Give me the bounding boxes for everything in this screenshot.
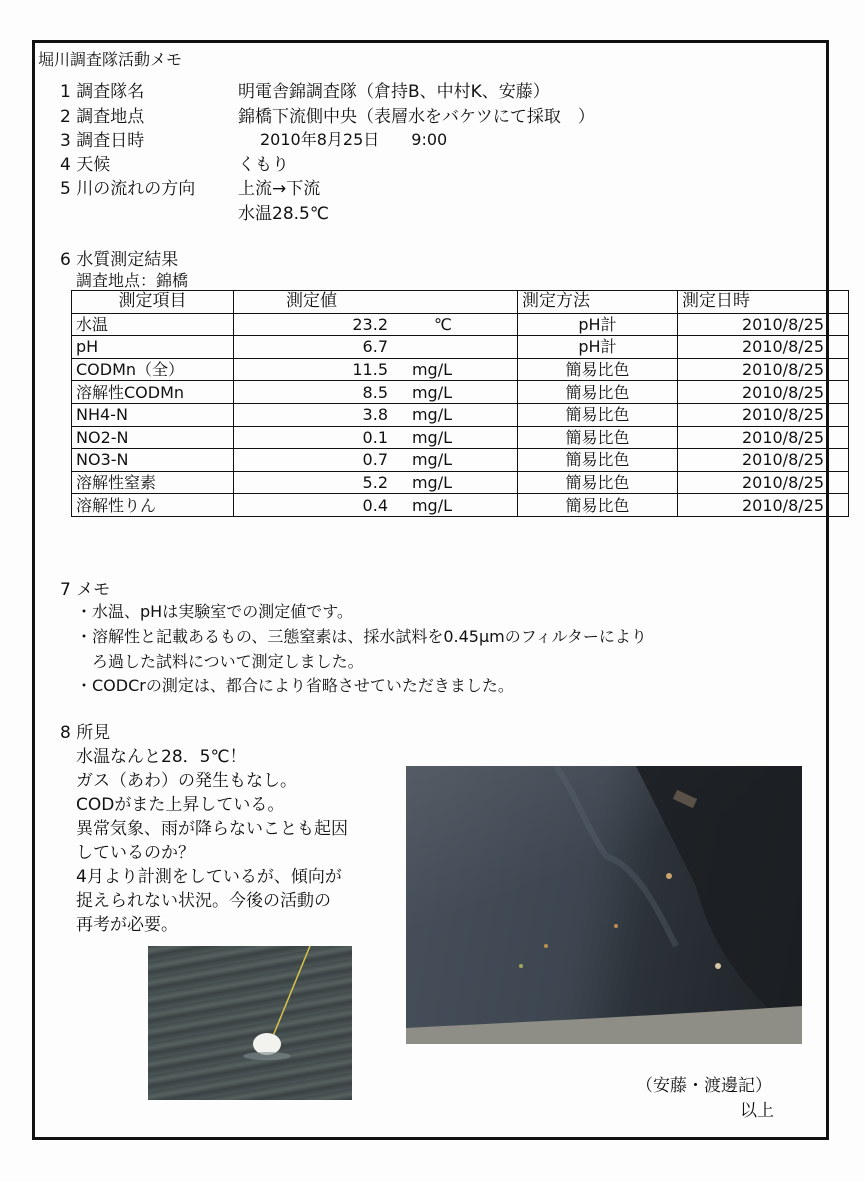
cell-date: 2010/8/25	[678, 449, 849, 472]
cell-date: 2010/8/25	[678, 313, 849, 336]
cell-method: 簡易比色	[518, 358, 678, 381]
cell-date: 2010/8/25	[678, 403, 849, 426]
cell-value	[234, 358, 518, 381]
value-number: 5.2	[362, 473, 388, 493]
water-temp-note: 水温28.5℃	[238, 204, 329, 224]
item-label-datetime: 3 調査日時	[60, 131, 145, 151]
table-row	[72, 381, 849, 404]
value-unit: mg/L	[411, 427, 452, 447]
value-number: 6.7	[362, 337, 388, 357]
item-label-site: 2 調査地点	[60, 107, 145, 127]
cell-value	[234, 336, 518, 359]
cell-item: NO2-N	[72, 426, 234, 449]
item-value-weather: くもり	[238, 155, 289, 175]
value-unit: mg/L	[411, 495, 452, 515]
cell-value	[234, 313, 518, 336]
header-value: 測定値	[234, 291, 518, 314]
section7-heading: 7 メモ	[60, 580, 111, 600]
header-date: 測定日時	[678, 291, 849, 314]
value-number: 3.8	[362, 405, 388, 425]
item-value-team: 明電舎錦調査隊（倉持B、中村K、安藤）	[238, 82, 550, 102]
cell-method: 簡易比色	[518, 426, 678, 449]
memo-line: ・水温、pHは実験室での測定値です。	[76, 602, 353, 621]
cell-method: pH計	[518, 313, 678, 336]
table-row	[72, 336, 849, 359]
header-method: 測定方法	[518, 291, 678, 314]
table-row	[72, 358, 849, 381]
cell-method: 簡易比色	[518, 381, 678, 404]
cell-method: pH計	[518, 336, 678, 359]
table-header-row	[72, 291, 849, 314]
value-unit: mg/L	[411, 450, 452, 470]
cell-date: 2010/8/25	[678, 336, 849, 359]
table-row	[72, 403, 849, 426]
finding-line: しているのか？	[76, 843, 195, 863]
cell-item: CODMn（全）	[72, 358, 234, 381]
finding-line: 水温なんと28．5℃！	[76, 747, 247, 767]
cell-item: 水温	[72, 313, 234, 336]
cell-value	[234, 426, 518, 449]
memo-line: ・CODCrの測定は、都合により省略させていただきました。	[76, 676, 514, 695]
cell-method: 簡易比色	[518, 449, 678, 472]
cell-value	[234, 403, 518, 426]
memo-line: ・溶解性と記載あるもの、三態窒素は、採水試料を0.45μmのフィルターにより	[76, 627, 647, 646]
item-label-flow: 5 川の流れの方向	[60, 179, 196, 199]
river-surface-photo	[406, 766, 802, 1044]
closing-text: 以上	[740, 1101, 774, 1121]
cell-item: 溶解性りん	[72, 494, 234, 517]
cell-method: 簡易比色	[518, 471, 678, 494]
cell-date: 2010/8/25	[678, 471, 849, 494]
cell-value	[234, 494, 518, 517]
cell-value	[234, 381, 518, 404]
item-value-datetime: 2010年8月25日 9:00	[260, 130, 448, 149]
value-number: 11.5	[352, 360, 388, 380]
value-unit: mg/L	[411, 382, 452, 402]
finding-line: 4月より計測をしているが、傾向が	[76, 867, 342, 887]
cell-date: 2010/8/25	[678, 426, 849, 449]
cell-method: 簡易比色	[518, 403, 678, 426]
value-number: 23.2	[352, 314, 388, 334]
value-number: 0.1	[362, 427, 388, 447]
table-row	[72, 449, 849, 472]
value-unit: mg/L	[411, 473, 452, 493]
table-row	[72, 471, 849, 494]
table-row	[72, 426, 849, 449]
finding-line: CODがまた上昇している。	[76, 795, 285, 815]
finding-line: 捉えられない状況。今後の活動の	[76, 891, 331, 911]
cell-item: 溶解性窒素	[72, 471, 234, 494]
cell-date: 2010/8/25	[678, 358, 849, 381]
value-number: 8.5	[362, 382, 388, 402]
results-table	[71, 290, 849, 517]
table-row	[72, 313, 849, 336]
cell-date: 2010/8/25	[678, 381, 849, 404]
water-sampling-photo	[148, 946, 352, 1100]
finding-line: 異常気象、雨が降らないことも起因	[76, 819, 348, 839]
cell-method: 簡易比色	[518, 494, 678, 517]
cell-value	[234, 449, 518, 472]
document-title: 堀川調査隊活動メモ	[38, 50, 183, 69]
item-value-flow: 上流→下流	[238, 179, 321, 199]
memo-line: ろ過した試料について測定しました。	[76, 652, 364, 671]
cell-item: pH	[72, 336, 234, 359]
section8-heading: 8 所見	[60, 723, 111, 743]
item-label-weather: 4 天候	[60, 155, 111, 175]
item-value-site: 錦橋下流側中央（表層水をバケツにて採取 ）	[238, 107, 595, 127]
value-unit: mg/L	[411, 360, 452, 380]
section6-heading: 6 水質測定結果	[60, 250, 179, 270]
section6-location: 調査地点：錦橋	[76, 271, 189, 290]
value-number: 0.7	[362, 450, 388, 470]
cell-item: 溶解性CODMn	[72, 381, 234, 404]
cell-item: NH4-N	[72, 403, 234, 426]
cell-item: NO3-N	[72, 449, 234, 472]
cell-value	[234, 471, 518, 494]
cell-date: 2010/8/25	[678, 494, 849, 517]
value-unit: mg/L	[411, 405, 452, 425]
author-signature: （安藤・渡邊記）	[636, 1076, 772, 1096]
finding-line: 再考が必要。	[76, 915, 178, 935]
table-row	[72, 494, 849, 517]
value-unit: ℃	[434, 314, 452, 334]
value-number: 0.4	[362, 495, 388, 515]
item-label-team: 1 調査隊名	[60, 82, 145, 102]
finding-line: ガス（あわ）の発生もなし。	[76, 771, 297, 791]
header-item: 測定項目	[72, 291, 234, 314]
